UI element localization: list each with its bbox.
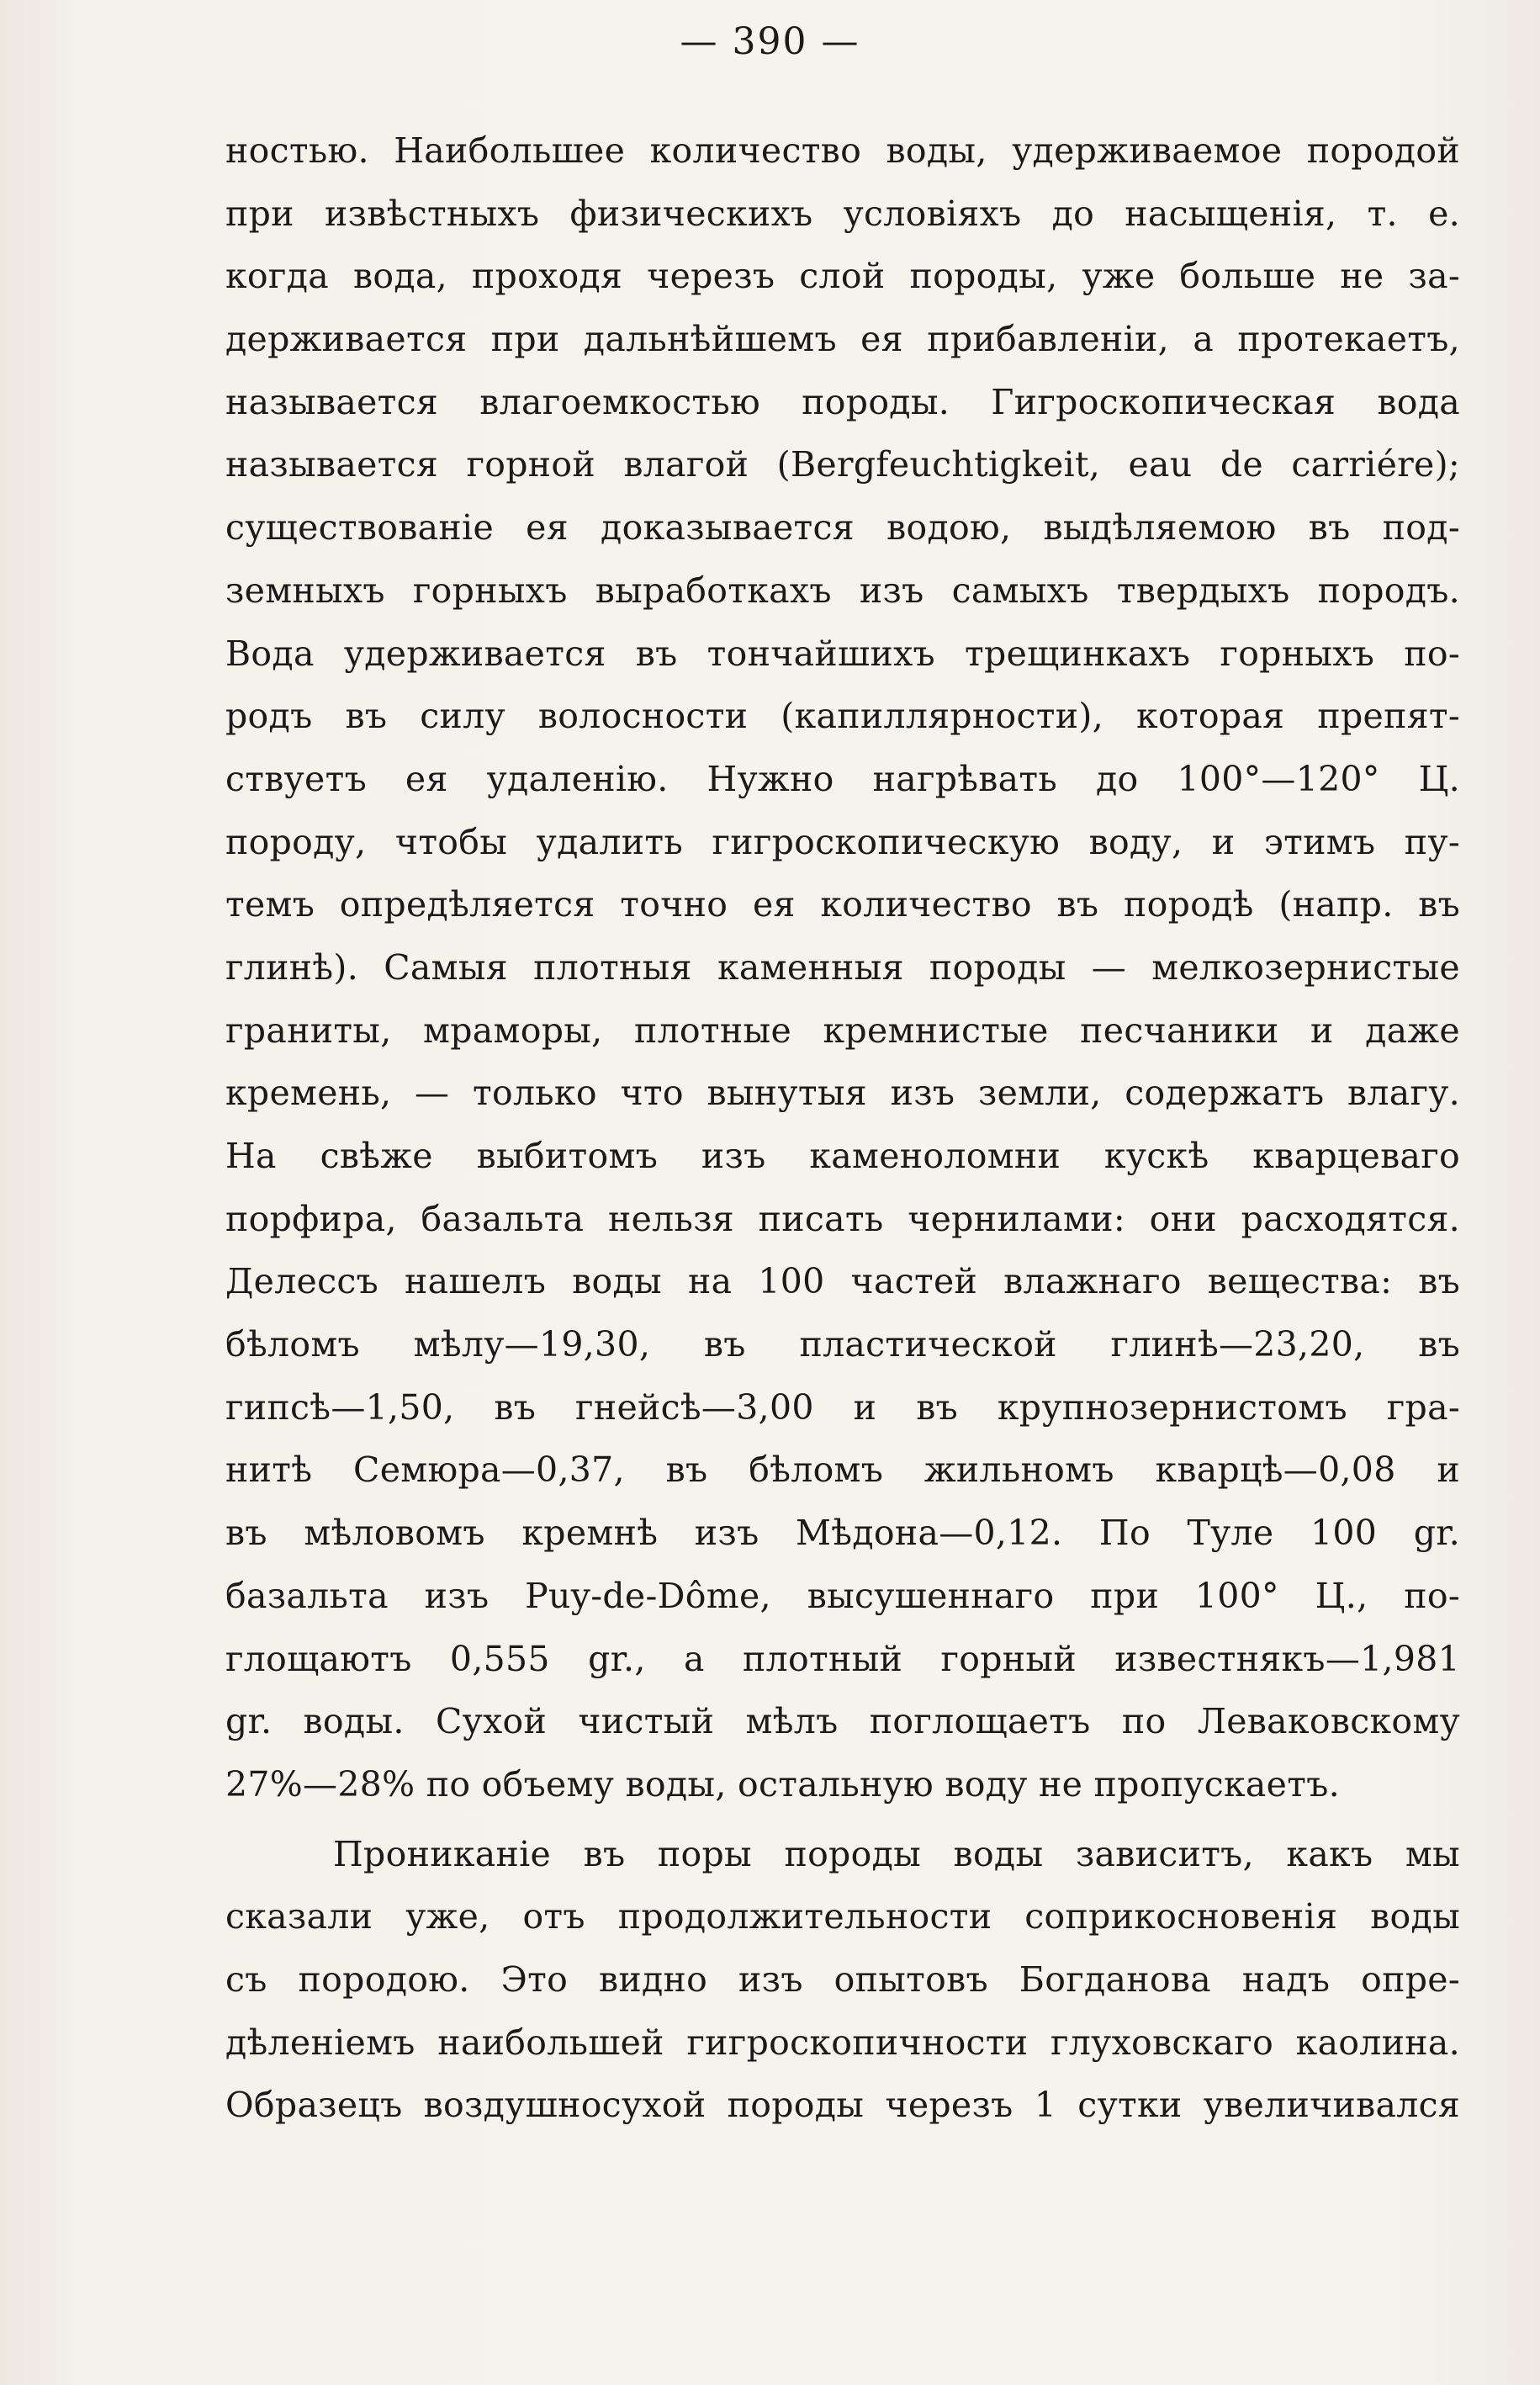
text-line: нитѣ Семюра—0,37, въ бѣломъ жильномъ кварцѣ—0,08 и (225, 1450, 1460, 1491)
text-line: базальта изъ Puy-de-Dôme, высушеннаго при 100° Ц., по- (225, 1575, 1460, 1616)
text-line: порфира, базальта нельзя писать чернилами: они расходятся. (225, 1198, 1460, 1239)
text-line: держивается при дальнѣйшемъ ея прибавленіи, а протекаетъ, (225, 319, 1460, 360)
text-line: глинѣ). Самыя плотныя каменныя породы — мелкозернистые (225, 946, 1460, 988)
text-line: кремень, — только что вынутыя изъ земли, содержатъ влагу. (225, 1073, 1460, 1114)
text-line: гипсѣ—1,50, въ гнейсѣ—3,00 и въ крупнозернистомъ гра- (225, 1386, 1460, 1428)
text-line: земныхъ горныхъ выработкахъ изъ самыхъ твердыхъ породъ. (225, 570, 1460, 611)
text-line: темъ опредѣляется точно ея количество въ породѣ (напр. въ (225, 884, 1460, 925)
text-line: ностью. Наибольшее количество воды, удерживаемое породой (225, 130, 1460, 171)
body-text (225, 119, 1460, 2137)
text-line: называется влагоемкостью породы. Гигроскопическая вода (225, 381, 1460, 422)
text-line: 27%—28% по объему воды, остальную воду не пропускаетъ. (225, 1763, 1340, 1805)
text-line: съ породою. Это видно изъ опытовъ Богданова надъ опре- (225, 1958, 1460, 2000)
text-line: сказали уже, отъ продолжительности соприкосновенія воды (225, 1896, 1460, 1937)
paragraph-2 (225, 1823, 1460, 2137)
text-line: въ мѣловомъ кремнѣ изъ Мѣдона—0,12. По Туле 100 gr. (225, 1513, 1460, 1554)
text-line: называется горной влагой (Bergfeuchtigkeit, eau de carriére); (225, 444, 1460, 485)
text-line: глощаютъ 0,555 gr., а плотный горный известнякъ—1,981 (225, 1638, 1460, 1679)
text-line: Прониканіе въ поры породы воды зависитъ, какъ мы (333, 1833, 1460, 1874)
text-line: Делессъ нашелъ воды на 100 частей влажнаго вещества: въ (225, 1261, 1460, 1302)
text-line: Вода удерживается въ тончайшихъ трещинкахъ горныхъ по- (225, 633, 1460, 674)
text-line: На свѣже выбитомъ изъ каменоломни кускѣ кварцеваго (225, 1136, 1460, 1176)
text-line: родъ въ силу волосности (капиллярности), которая препят- (225, 696, 1460, 737)
text-line: граниты, мраморы, плотные кремнистые песчаники и даже (225, 1010, 1460, 1051)
text-line: породу, чтобы удалить гигроскопическую воду, и этимъ пу- (225, 821, 1460, 862)
page-number: — 390 — (680, 20, 860, 63)
text-line: ствуетъ ея удаленію. Нужно нагрѣвать до 100°—120° Ц. (225, 758, 1460, 799)
text-line: gr. воды. Сухой чистый мѣлъ поглощаетъ по Леваковскому (225, 1701, 1460, 1742)
text-line: когда вода, проходя черезъ слой породы, уже больше не за- (225, 256, 1460, 297)
text-line: существованіе ея доказывается водою, выдѣляемою въ под- (225, 507, 1460, 549)
text-line: бѣломъ мѣлу—19,30, въ пластической глинѣ—23,20, въ (225, 1324, 1460, 1365)
paragraph-1 (225, 119, 1460, 1816)
text-line: дѣленіемъ наибольшей гигроскопичности глуховскаго каолина. (225, 2022, 1460, 2063)
text-line: Образецъ воздушносухой породы черезъ 1 сутки увеличивался (225, 2085, 1460, 2126)
paragraph-gap (225, 1816, 1460, 1823)
text-line: при извѣстныхъ физическихъ условіяхъ до насыщенія, т. е. (225, 193, 1460, 234)
